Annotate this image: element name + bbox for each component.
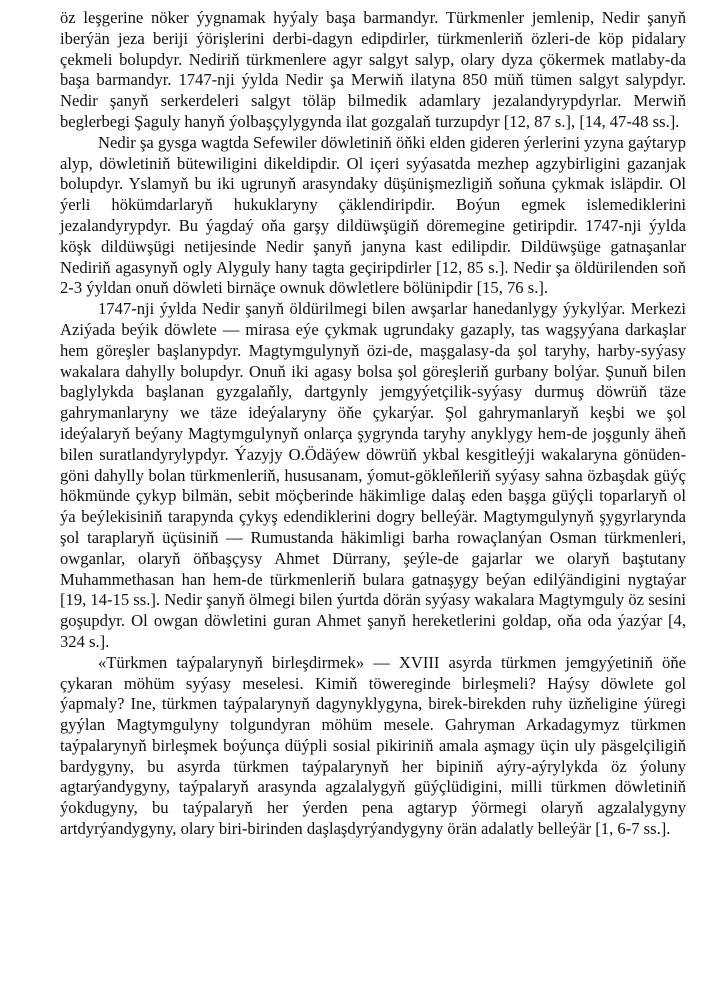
paragraph-3: 1747-nji ýylda Nedir şanyň öldürilmegi bilen awşarlar hanedanlygy ýykylýar. Merkezi Aziýada beýik döwlete — mirasa eýe çykmak ugrundaky gazaply, tas wagşyýana darkaşlar hem göreşler başlanypdyr. Magtymgulynyň özi-de, maşgalasy-da şol taryhy, harby-syýasy wakalara dahylly bolupdyr. Onuň iki agasy bolsa şol göreşleriň gurbany bolýar. Şunuň bilen baglylykda başlanan gyzgalaňly, dartgynly jemgyýetçilik-syýasy durmuş döwrüň täze gahrymanlaryny we täze ideýalaryny öňe çykarýar. Şol gahrymanlaryň keşbi we şol ideýalaryň beýany Magtymgulynyň onlarça şygrynda taryhy anyklygy hem-de joşgunly äheň bilen suratlandyrylypdyr. Ýazyjy O.Ödäýew döwrüň ykbal kesgitleýji wakalaryna gönüden-göni dahylly bolan türkmenleriň, hususanam, ýomut-gökleňleriň syýasy sahna özbaşdak güýç hökmünde çykyp bilmän, sebit möçberinde häkimlige dalaş eden başga güýçli toparlaryň ol ýa beýlekisiniň tarapynda çykyş edendiklerini dogry belleýär. Magtymgulynyň şygyrlarynda şol taraplaryň üçüsiniň — Rumustanda häkimligi barha rowaçlanýan Osman türkmenleri, owganlar, olaryň öňbaşçysy Ahmet Dürrany, şeýle-de gajarlar we olaryň baştutany Muhammethasan han hem-de türkmenleriň bulara gatnaşygy beýan edilýändigini nygtaýar [19, 14-15 ss.]. Nedir şanyň ölmegi bilen ýurtda dörän syýasy wakalara Magtymguly öz sesini goşupdyr. Ol owgan döwletini guran Ahmet şanyň hereketlerini goldap, oňa oda ýazýar [4, 324 s.]. xyxy=(60,299,686,651)
paragraph-4: «Türkmen taýpalarynyň birleşdirmek» — XVIII asyrda türkmen jemgyýetiniň öňe çykaran möhüm syýasy meselesi. Kimiň töwereginde birleşmeli? Haýsy döwlete gol ýapmaly? Ine, türkmen taýpalarynyň dagynyklygyna, birek-birekden ruhy üzňeligine ýüregi gyýlan Magtymgulyny tolgundyran möhüm mesele. Gahryman Arkadagymyz türkmen taýpalarynyň birleşmek boýunça düýpli sosial pikiriniň amala aşmagy üçin uly päsgelçiligiň bardygyny, bu asyrda türkmen taýpalarynyň her bірiniň aýry-aýrylykda öz ýoluny agtarýandygyny, taýpalaryň arasynda agzalalygyň güýçlüdigini, milli türkmen döwletiniň ýokdugyny, bu taýpalaryň her ýerden pena agtaryp ýörmegi olaryň agzalalygyny artdyrýandygyny, olary biri-birinden daşlaşdyrýandygyny örän adalatly belleýär [1, 6-7 ss.]. xyxy=(60,652,686,839)
paragraph-1: öz leşgerine nöker ýygnamak hyýaly başa barmandyr. Türkmenler jemlenip, Nedir şanyň iberýän jeza beriji ýörişlerini derbi-dagyn edipdirler, türkmenleriň özleri-de köp pidalary çekmeli bolupdyr. Nediriň türkmenlere agyr salgyt salyp, olary dyza çökermek matlaby-da başa barmandyr. 1747-nji ýylda Nedir şa Merwiň ilatyna 850 müň tümen salgyt salypdyr. Nedir şanyň serkerdeleri salgyt töläp bilmedik adamlary jezalandyrypdyrlar. Merwiň beglerbegi Şaguly hanyň ýolbaşçylygynda ilat gozgalaň turzupdyr [12, 87 s.], [14, 47-48 ss.]. xyxy=(60,8,686,131)
document-page xyxy=(60,8,686,840)
paragraph-2: Nedir şa gysga wagtda Sefewiler döwletiniň öňki elden gideren ýerlerini yzyna gaýtaryp alyp, döwletiniň bütewiligini dikeldipdir. Ol içeri syýasatda mezhep agzybirligini gazanjak bolupdyr. Yslamyň bu iki ugrunyň arasyndaky düşünişmezligiň soňuna çykmak isläpdir. Ol ýerli hökümdarlaryň hukuklaryny çäklendiripdir. Boýun egmek islemediklerini jezalandyrypdyr. Bu ýagdaý oňa garşy dildüwşügiň döremegine getiripdir. 1747-nji ýylda köşk dildüwşügi netijesinde Nedir şanyň janyna kast edilipdir. Dildüwşüge gatnaşanlar Nediriň agasynyň ogly Alyguly hany tagta geçiripdirler [12, 85 s.]. Nedir şa öldürilenden soň 2-3 ýyldan onuň döwleti birnäçe ownuk döwletlere bölünipdir [15, 76 s.]. xyxy=(60,132,686,298)
